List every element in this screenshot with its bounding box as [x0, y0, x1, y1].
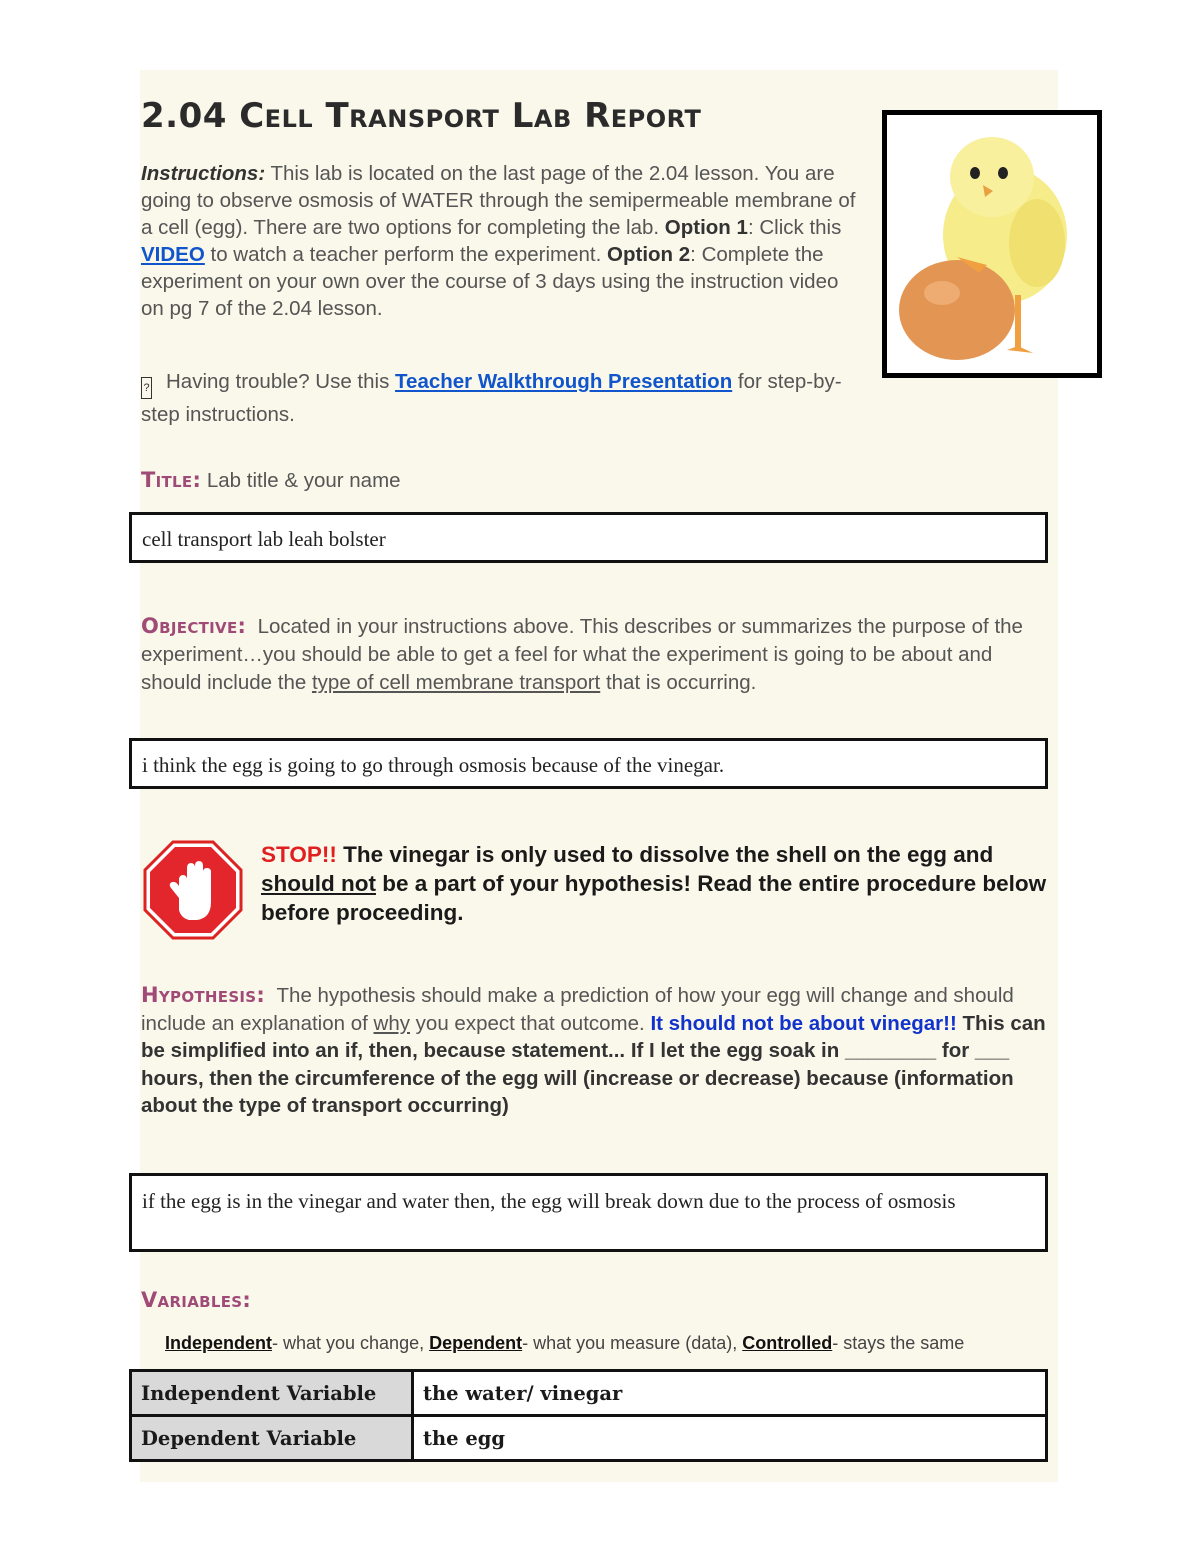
variables-table [129, 1369, 1048, 1462]
variables-heading: Variables: [141, 1288, 252, 1312]
objective-paragraph [141, 612, 1046, 697]
hypothesis-paragraph [141, 982, 1051, 1120]
objective-prompt-2: that is occurring. [600, 671, 757, 694]
option-1-label: Option 1 [664, 216, 748, 239]
objective-prompt: Located in your instructions above. This describes or summarizes the purpose of the experiment…you should be able to get a feel for what the experiment is going to be about and should include the [141, 615, 1023, 694]
title-answer-box[interactable]: cell transport lab leah bolster [129, 512, 1048, 563]
trouble-text: Having trouble? Use this [166, 370, 396, 393]
table-cell-value[interactable]: the water/ vinegar [413, 1371, 1047, 1416]
trouble-text-2: for step-by-step instructions. [141, 370, 842, 426]
stop-label: STOP!! [261, 842, 337, 867]
stop-notice [261, 840, 1051, 927]
instructions-text-4: : Complete the experiment on your own over the course of 3 days using the instruction video on pg 7 of the 2.04 lesson. [141, 243, 839, 320]
stop-hand-icon [143, 840, 243, 940]
stop-text: The vinegar is only used to dissolve the shell on the egg and [336, 842, 994, 867]
objective-heading: Objective: [141, 614, 247, 638]
hypothesis-answer-box[interactable]: if the egg is in the vinegar and water then, the egg will break down due to the process of osmosis [129, 1173, 1048, 1252]
video-link[interactable]: VIDEO [141, 243, 205, 266]
instructions-label: Instructions: [141, 162, 266, 185]
title-prompt: Lab title & your name [206, 469, 401, 492]
objective-underlined: type of cell membrane transport [311, 671, 601, 694]
table-cell-label: Dependent Variable [131, 1416, 413, 1461]
page-title: 2.04 Cell Transport Lab Report [141, 96, 702, 136]
stop-emphasis: should not [261, 871, 376, 896]
independent-def: - what you change, [272, 1333, 430, 1353]
title-section-row [141, 467, 401, 494]
instructions-text-2: : Click this [747, 216, 842, 239]
instructions-paragraph [141, 160, 866, 322]
chick-egg-photo [882, 110, 1102, 378]
hypothesis-heading: Hypothesis: [141, 983, 266, 1007]
trouble-paragraph [141, 366, 871, 430]
objective-answer-box[interactable]: i think the egg is going to go through osmosis because of the vinegar. [129, 738, 1048, 789]
hypothesis-bold-text: This can be simplified into an if, then, because statement... If I let the egg soak in ________ for ___ hours, then the circumference of the egg will (increase or decrease) because (information about the type of transport occurring) [141, 1011, 1046, 1117]
independent-term: Independent [165, 1333, 272, 1353]
variables-legend [165, 1333, 964, 1354]
hypothesis-prompt-2: you expect that outcome. [409, 1011, 651, 1035]
table-row [131, 1371, 1047, 1416]
controlled-def: - stays the same [832, 1333, 965, 1353]
dependent-term: Dependent [429, 1333, 523, 1353]
table-cell-value[interactable]: the egg [413, 1416, 1047, 1461]
dependent-def: - what you measure (data), [522, 1333, 743, 1353]
stop-text-2: be a part of your hypothesis! Read the entire procedure below before proceeding. [261, 871, 1047, 925]
table-row [131, 1416, 1047, 1461]
option-2-label: Option 2 [607, 243, 691, 266]
title-heading: Title: [141, 468, 202, 492]
hypothesis-prompt: The hypothesis should make a prediction of how your egg will change and should include an explanation of [141, 984, 1014, 1035]
instructions-text-3: to watch a teacher perform the experiment. [204, 243, 608, 266]
table-cell-label: Independent Variable [131, 1371, 413, 1416]
controlled-term: Controlled [742, 1333, 833, 1353]
instructions-text: This lab is located on the last page of the 2.04 lesson. You are going to observe osmosis of WATER through the semipermeable membrane of a cell (egg). There are two options for completing the lab. [141, 162, 856, 239]
checkbox-icon[interactable]: ? [141, 377, 152, 399]
hypothesis-why: why [373, 1011, 410, 1035]
hypothesis-warning: It should not be about vinegar!! [650, 1011, 957, 1035]
chick-icon [887, 115, 1097, 373]
walkthrough-link[interactable]: Teacher Walkthrough Presentation [395, 370, 733, 393]
